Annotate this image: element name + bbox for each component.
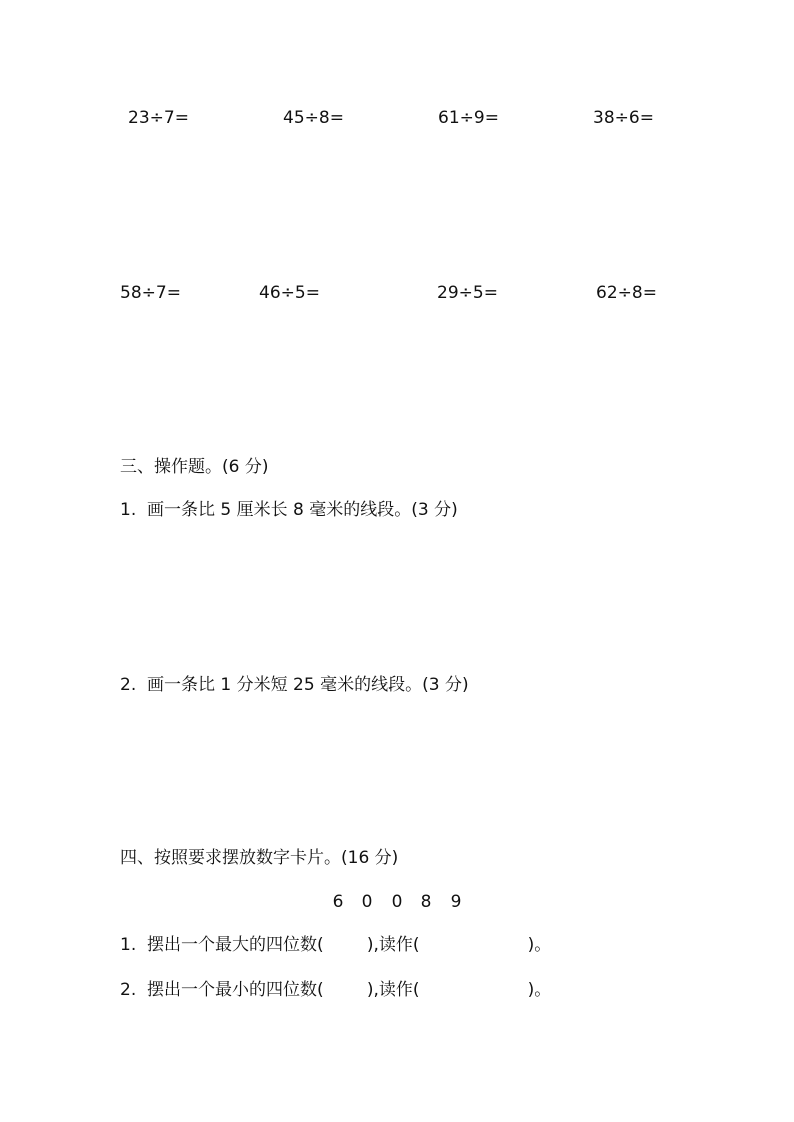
question-draw-line-1: 1. 画一条比 5 厘米长 8 毫米的线段。(3 分) bbox=[120, 500, 458, 520]
division-problem: 23÷7= bbox=[128, 108, 189, 128]
digit-card: 6 bbox=[332, 892, 344, 912]
digit-card: 0 bbox=[361, 892, 373, 912]
division-problem: 45÷8= bbox=[283, 108, 344, 128]
digit-card: 9 bbox=[450, 892, 462, 912]
section-heading-digit-cards: 四、按照要求摆放数字卡片。(16 分) bbox=[120, 848, 399, 868]
digit-card: 0 bbox=[391, 892, 403, 912]
question-smallest-number: 2. 摆出一个最小的四位数( ),读作( )。 bbox=[120, 980, 552, 1000]
question-draw-line-2: 2. 画一条比 1 分米短 25 毫米的线段。(3 分) bbox=[120, 675, 469, 695]
division-problem: 61÷9= bbox=[438, 108, 499, 128]
digit-card: 8 bbox=[420, 892, 432, 912]
division-problem: 46÷5= bbox=[259, 283, 320, 303]
division-problem: 29÷5= bbox=[437, 283, 498, 303]
division-problem: 62÷8= bbox=[596, 283, 657, 303]
division-problem: 58÷7= bbox=[120, 283, 181, 303]
question-largest-number: 1. 摆出一个最大的四位数( ),读作( )。 bbox=[120, 935, 552, 955]
section-heading-operation: 三、操作题。(6 分) bbox=[120, 457, 269, 477]
division-problem: 38÷6= bbox=[593, 108, 654, 128]
